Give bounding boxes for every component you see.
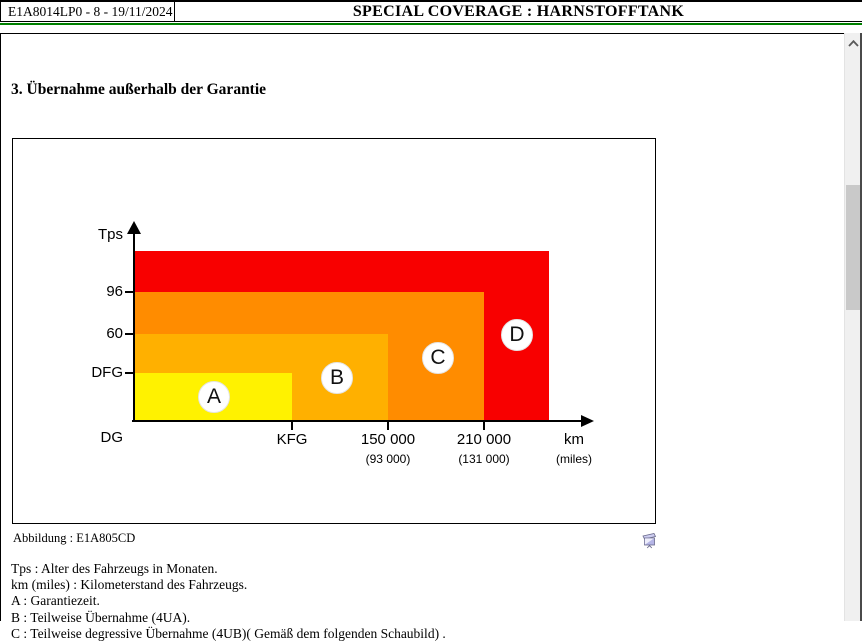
figure-frame bbox=[12, 138, 656, 524]
y-axis-arrow-icon bbox=[127, 221, 141, 234]
chevron-up-icon bbox=[848, 40, 859, 47]
x-tick-label-kfg: KFG bbox=[276, 431, 308, 448]
vertical-scrollbar[interactable] bbox=[844, 33, 862, 621]
x-tick-sublabel-93000: (93 000) bbox=[365, 452, 411, 466]
projection-screen-icon[interactable] bbox=[641, 532, 658, 549]
y-tick-60 bbox=[125, 333, 134, 335]
document-body bbox=[0, 33, 862, 641]
x-tick-kfg bbox=[291, 422, 293, 430]
page-title: SPECIAL COVERAGE : HARNSTOFFTANK bbox=[352, 2, 685, 20]
region-badge-d: D bbox=[501, 319, 533, 351]
legend-block bbox=[11, 561, 446, 642]
header-bar bbox=[0, 0, 862, 22]
origin-label-dg: DG bbox=[100, 429, 123, 446]
y-tick-label-dfg: DFG bbox=[91, 364, 123, 381]
x-tick-label-210000: 210 000 bbox=[456, 431, 512, 448]
x-axis-arrow-icon bbox=[581, 415, 594, 427]
legend-line-tps: Tps : Alter des Fahrzeugs in Monaten. bbox=[11, 561, 218, 576]
y-axis-line bbox=[133, 232, 135, 422]
y-tick-label-60: 60 bbox=[106, 325, 123, 342]
x-tick-150000 bbox=[387, 422, 389, 430]
x-axis-line bbox=[132, 420, 582, 422]
document-reference: E1A8014LP0 - 8 - 19/11/2024 bbox=[0, 2, 175, 21]
x-tick-sublabel-131000: (131 000) bbox=[458, 452, 510, 466]
y-tick-label-96: 96 bbox=[106, 283, 123, 300]
header-accent-rule bbox=[0, 23, 862, 25]
legend-line-b: B : Teilweise Übernahme (4UA). bbox=[11, 609, 191, 625]
legend-line-km: km (miles) : Kilometerstand des Fahrzeugs. bbox=[11, 577, 248, 593]
y-axis-title: Tps bbox=[97, 226, 123, 243]
region-badge-b: B bbox=[321, 362, 353, 394]
x-tick-210000 bbox=[483, 422, 485, 430]
section-heading: 3. Übernahme außerhalb der Garantie bbox=[11, 81, 267, 98]
region-badge-a: A bbox=[198, 381, 230, 413]
y-tick-96 bbox=[125, 291, 134, 293]
scroll-up-button[interactable] bbox=[845, 35, 861, 51]
x-axis-unit-miles: (miles) bbox=[556, 452, 592, 466]
legend-line-a: A : Garantiezeit. bbox=[11, 593, 100, 609]
x-axis-unit-km: km bbox=[564, 431, 584, 448]
figure-caption: Abbildung : E1A805CD bbox=[13, 531, 136, 545]
legend-line-c: C : Teilweise degressive Übernahme (4UB)( Gemäß dem folgenden Schaubild) . bbox=[11, 625, 446, 641]
x-tick-label-150000: 150 000 bbox=[360, 431, 416, 448]
y-tick-dfg bbox=[125, 372, 134, 374]
region-badge-c: C bbox=[422, 342, 454, 374]
scrollbar-thumb[interactable] bbox=[846, 185, 860, 310]
